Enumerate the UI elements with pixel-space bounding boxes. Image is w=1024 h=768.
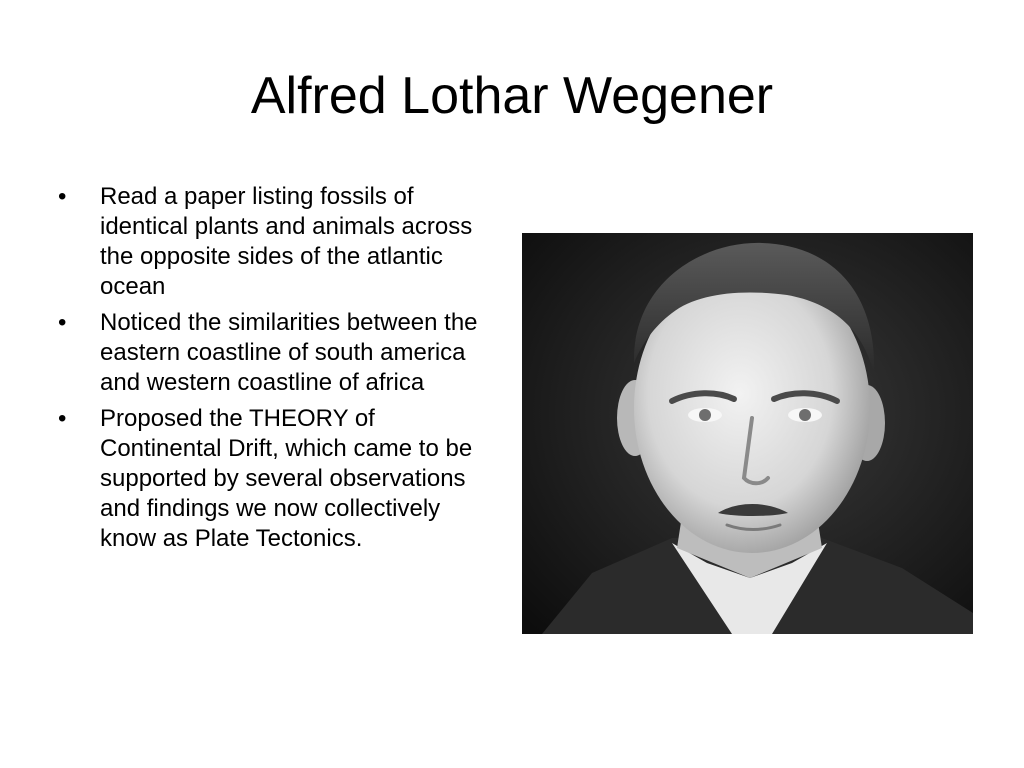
bullet-text: Proposed the THEORY of Continental Drift, which came to be supported by several observations and findings we now collectively know as Plate Tectonics. — [100, 405, 473, 552]
bullet-item — [58, 308, 498, 398]
bullet-item — [58, 182, 498, 302]
slide-title: Alfred Lothar Wegener — [250, 67, 774, 125]
bullet-icon: • — [58, 309, 67, 336]
bullet-icon: • — [58, 405, 67, 432]
portrait-icon — [522, 233, 973, 634]
bullet-item — [58, 404, 498, 554]
bullet-text: Read a paper listing fossils of identical plants and animals across the opposite sides of the atlantic ocean — [100, 183, 473, 300]
bullet-list — [58, 182, 498, 560]
bullet-icon: • — [58, 183, 67, 210]
portrait-photo — [522, 233, 973, 634]
bullet-text: Noticed the similarities between the eastern coastline of south america and western coastline of africa — [100, 309, 478, 396]
